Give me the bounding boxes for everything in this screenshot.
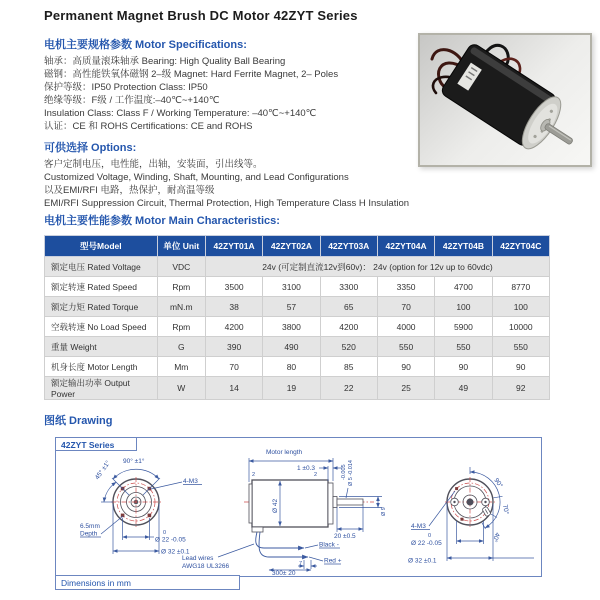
cell: 90	[377, 357, 434, 377]
red-wire-label: Red +	[324, 557, 342, 565]
cell: 80	[263, 357, 320, 377]
body-diameter-label: Ø 42	[272, 498, 279, 513]
wire-strip-dim: 7	[299, 561, 303, 567]
cell: 85	[320, 357, 377, 377]
spec-line: 磁钢：高性能铁氧体磁钢 2–级 Magnet: Hard Ferrite Magnet, 2– Poles	[44, 69, 339, 80]
rear-dia22-tolerance: 0	[428, 533, 432, 539]
row-unit: mN.m	[157, 297, 205, 317]
cell: 4700	[435, 277, 492, 297]
dimensions-note-tab: Dimensions in mm	[55, 575, 240, 590]
header-model-01a: 42ZYT01A	[205, 236, 262, 257]
wire-length-label: 300± 20	[272, 570, 296, 576]
drawing-box	[55, 437, 542, 577]
row-unit: W	[157, 377, 205, 400]
cell: 8770	[492, 277, 549, 297]
table-row-rated-voltage	[45, 257, 550, 277]
row-unit: Mm	[157, 357, 205, 377]
front-dia22-label: Ø 22 -0.05	[155, 536, 186, 544]
drawing-heading: 图纸 Drawing	[44, 415, 113, 427]
dim-2-left: 2	[252, 472, 256, 478]
rear-dia22-label: Ø 22 -0.05	[411, 540, 442, 547]
specifications-section	[44, 36, 416, 133]
cell: 25	[377, 377, 434, 400]
cell: 100	[435, 297, 492, 317]
cell: 92	[492, 377, 549, 400]
options-line: Customized Voltage, Winding, Shaft, Mounting, and Lead Configurations	[44, 172, 349, 183]
header-model: 型号Model	[45, 236, 158, 257]
rear-angle-40-label: 40°	[490, 531, 501, 543]
specifications-heading: 电机主要规格参数 Motor Specifications:	[44, 39, 247, 51]
characteristics-heading: 电机主要性能参数 Motor Main Characteristics:	[44, 215, 280, 227]
cell: 3800	[263, 317, 320, 337]
table-row-no-load-speed	[45, 317, 550, 337]
header-unit: 单位 Unit	[157, 236, 205, 257]
cell: 49	[435, 377, 492, 400]
cell: 90	[435, 357, 492, 377]
rear-dia32-label: Ø 32 ±0.1	[408, 557, 437, 565]
technical-drawing	[56, 438, 541, 576]
front-depth-label: 6.5mm	[80, 523, 100, 530]
row-label: 额定输出功率 Output Power	[45, 377, 158, 400]
table-row-motor-length	[45, 357, 550, 377]
cell: 10000	[492, 317, 549, 337]
cell: 550	[492, 337, 549, 357]
front-angle-90-label: 90° ±1°	[123, 458, 145, 465]
cell: 5900	[435, 317, 492, 337]
row-label: 重量 Weight	[45, 337, 158, 357]
front-angle-45-label: 45° ±1°	[93, 459, 112, 482]
cell: 22	[320, 377, 377, 400]
header-model-04a: 42ZYT04A	[377, 236, 434, 257]
cell: 4000	[377, 317, 434, 337]
header-model-04b: 42ZYT04B	[435, 236, 492, 257]
options-line: 客户定制电压，电性能，出轴，安装面，引出线等。	[44, 159, 263, 170]
cell: 65	[320, 297, 377, 317]
cell: 100	[492, 297, 549, 317]
row-unit: VDC	[157, 257, 205, 277]
cell: 3500	[205, 277, 262, 297]
front-depth-label2: Depth	[80, 530, 98, 538]
options-heading: 可供选择 Options:	[44, 142, 137, 154]
rear-angle-70-label: 70°	[501, 504, 510, 516]
front-dia32-label: Ø 32 ±0.1	[161, 548, 190, 556]
table-row-rated-speed	[45, 277, 550, 297]
row-label: 额定电压 Rated Voltage	[45, 257, 158, 277]
motor-length-label: Motor length	[266, 449, 303, 456]
front-holes-label: 4-M3	[183, 478, 198, 485]
cell: 3300	[320, 277, 377, 297]
table-row-output-power	[45, 377, 550, 400]
options-line: 以及EMI/RFI 电路，热保护，耐高温等级	[44, 185, 215, 196]
lead-wires-spec-label: AWG18 UL3266	[182, 563, 230, 570]
table-header-row	[45, 236, 550, 257]
cell: 70	[377, 297, 434, 317]
shaft-tolerance-a: -0.005	[341, 464, 347, 480]
rear-view-drawing	[408, 467, 534, 565]
cell: 19	[263, 377, 320, 400]
spec-line: 轴承：高质量滚珠轴承 Bearing: High Quality Ball Bearing	[44, 56, 286, 67]
options-section	[44, 139, 589, 210]
boss-diameter-label: Ø 9	[381, 507, 387, 516]
spec-line: 认证：CE 和 ROHS Certifications: CE and ROHS	[44, 121, 253, 132]
cell: 3350	[377, 277, 434, 297]
front-dia22-tolerance: 0	[163, 530, 167, 536]
spec-line: 绝缘等级：F级 / 工作温度:–40℃~+140℃	[44, 95, 220, 106]
row-unit: Rpm	[157, 317, 205, 337]
cell: 14	[205, 377, 262, 400]
spec-line: Insulation Class: Class F / Working Temperature: –40℃~+140℃	[44, 108, 317, 119]
row-label: 额定力矩 Rated Torque	[45, 297, 158, 317]
cell: 57	[263, 297, 320, 317]
row-unit: G	[157, 337, 205, 357]
dim-2-right: 2	[314, 472, 318, 478]
drawing-series-tab: 42ZYT Series	[55, 437, 137, 451]
page-title: Permanent Magnet Brush DC Motor 42ZYT Series	[44, 8, 358, 23]
rear-holes-label: 4-M3	[411, 523, 426, 530]
cell: 90	[492, 357, 549, 377]
table-row-rated-torque	[45, 297, 550, 317]
voltage-value: 24v (可定制直流12v到60v)： 24v (option for 12v up to 60vdc)	[205, 257, 549, 277]
cell: 550	[377, 337, 434, 357]
front-view-drawing	[80, 457, 254, 570]
cell: 70	[205, 357, 262, 377]
characteristics-table	[44, 235, 550, 400]
cell: 38	[205, 297, 262, 317]
row-unit: Rpm	[157, 277, 205, 297]
header-model-02a: 42ZYT02A	[263, 236, 320, 257]
rear-angle-90-label: 90°	[492, 477, 504, 490]
header-model-04c: 42ZYT04C	[492, 236, 549, 257]
options-line: EMI/RFI Suppression Circuit, Thermal Protection, High Temperature Class H Insulation	[44, 198, 410, 209]
shaft-length-label: 20 ±0.5	[334, 533, 356, 540]
characteristics-section	[44, 212, 574, 400]
cell: 3100	[263, 277, 320, 297]
shaft-tolerance-b: Ø 5 -0.014	[348, 460, 354, 486]
row-label: 额定转速 Rated Speed	[45, 277, 158, 297]
row-label: 机身长度 Motor Length	[45, 357, 158, 377]
black-wire-label: Black -	[319, 541, 339, 549]
table-row-weight	[45, 337, 550, 357]
cell: 390	[205, 337, 262, 357]
cell: 490	[263, 337, 320, 357]
header-model-03a: 42ZYT03A	[320, 236, 377, 257]
cell: 4200	[320, 317, 377, 337]
row-label: 空载转速 No Load Speed	[45, 317, 158, 337]
cell: 520	[320, 337, 377, 357]
cell: 4200	[205, 317, 262, 337]
spec-line: 保护等级：IP50 Protection Class: IP50	[44, 82, 208, 93]
cap-dim-label: 1 ±0.3	[297, 465, 316, 472]
cell: 550	[435, 337, 492, 357]
lead-wires-label: Lead wires	[182, 555, 214, 562]
side-view-drawing	[244, 449, 387, 576]
